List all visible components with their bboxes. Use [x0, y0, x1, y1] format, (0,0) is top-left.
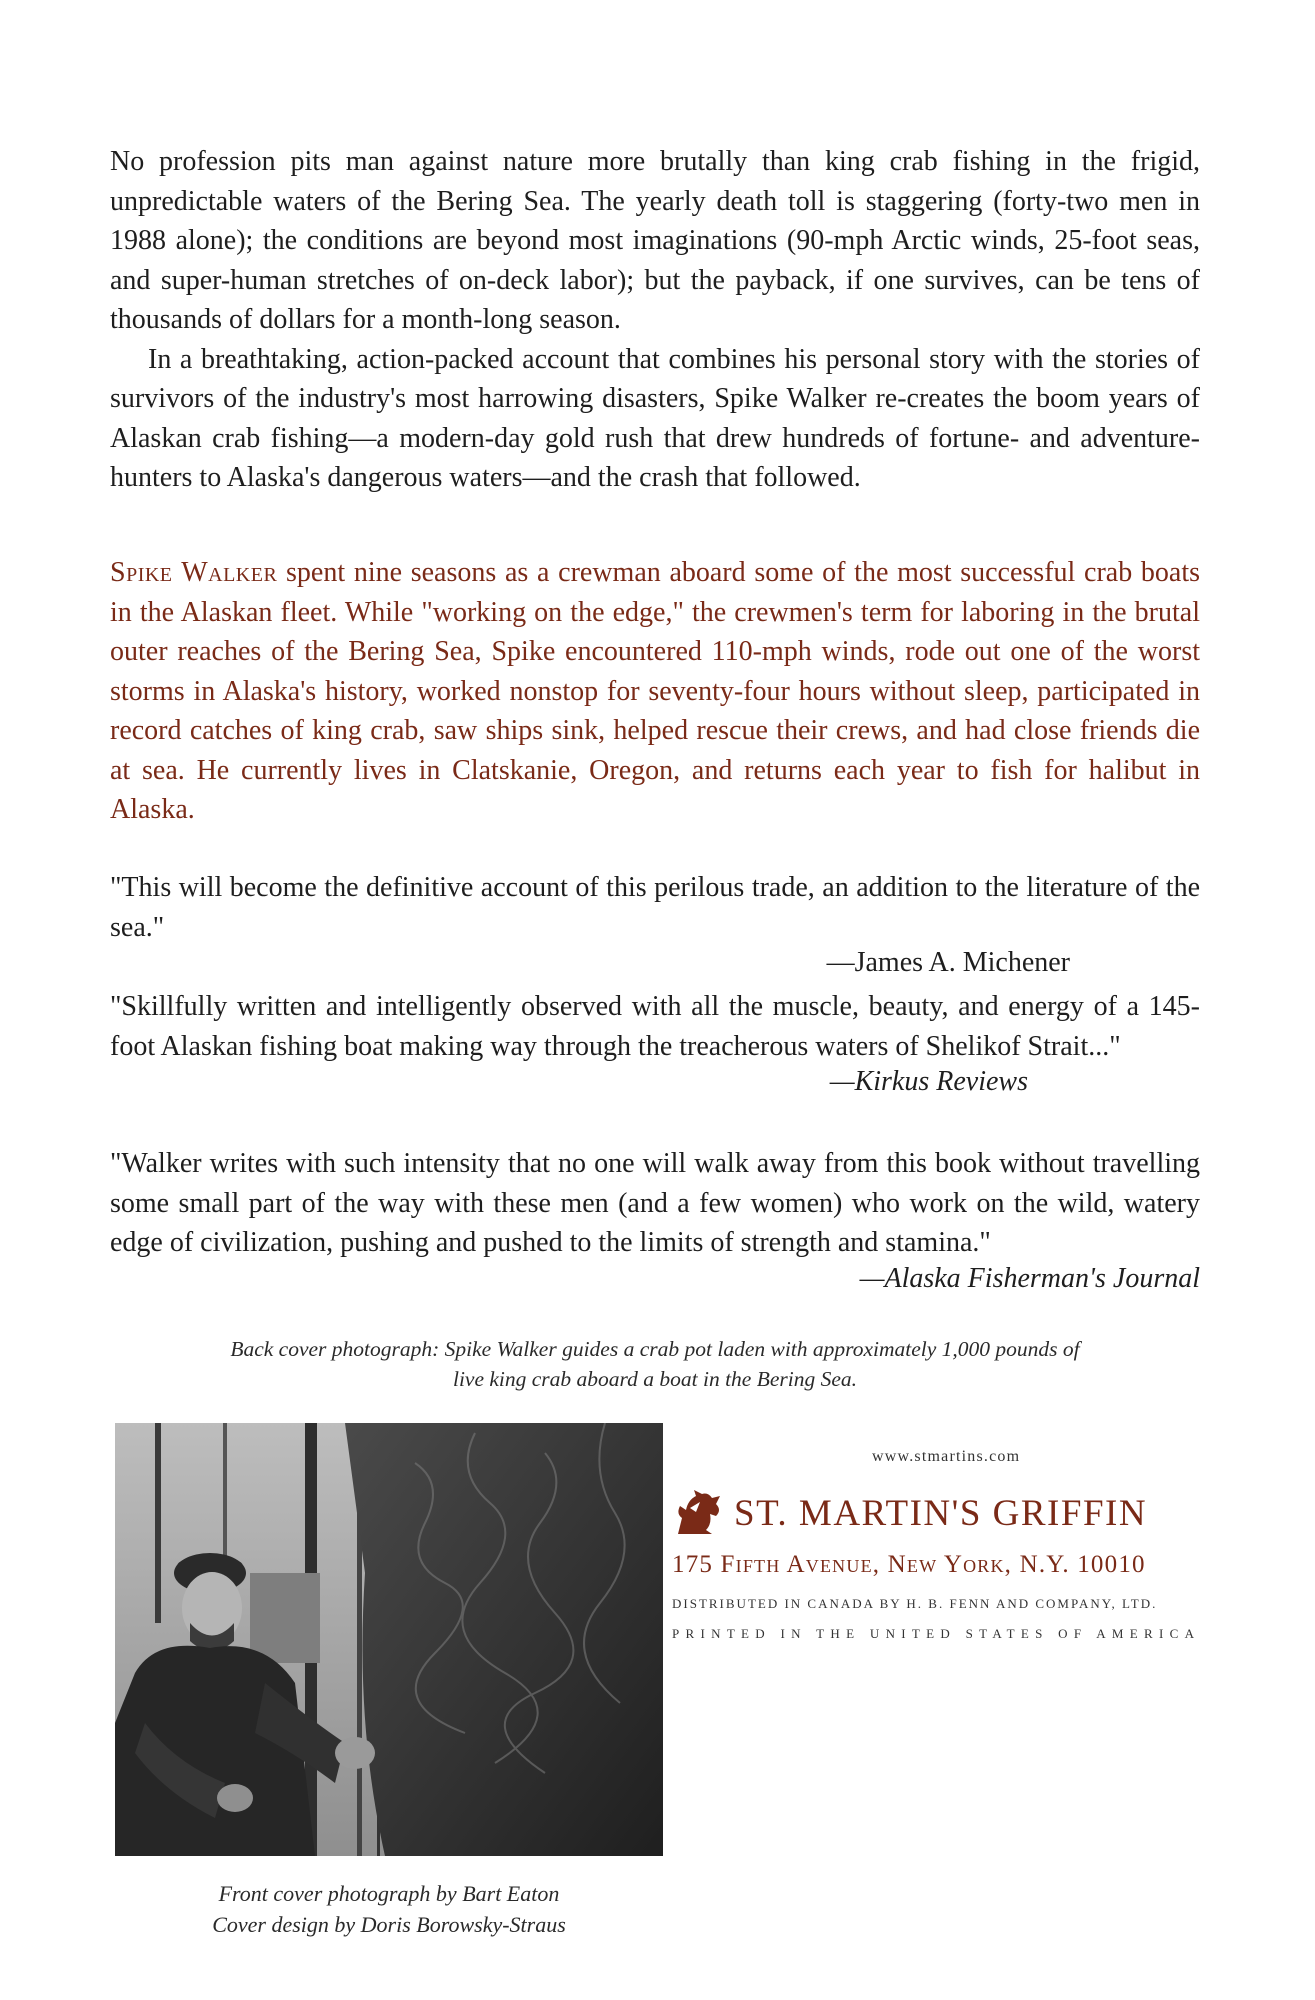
quote-text: "Walker writes with such intensity that no one will walk away from this book without travelling some small part of the way with these men (and a few women) who work on the wild, watery edge of civilization, pushing and pushed to the limits of strength and stamina."	[110, 1148, 1200, 1258]
griffin-icon	[672, 1488, 724, 1536]
publisher-url: www.stmartins.com	[872, 1448, 1021, 1465]
quote-attribution: —Kirkus Reviews	[829, 1066, 1028, 1097]
author-bio	[110, 553, 1200, 830]
review-quote-2	[110, 987, 1200, 1102]
quote-attribution: —James A. Michener	[826, 947, 1070, 978]
blurb-paragraph-1: No profession pits man against nature more brutally than king crab fishing in the frigid, unpredictable waters of the Bering Sea. The yearly death toll is staggering (forty-two men in 1988 alone); the conditions are beyond most imaginations (90-mph Arctic winds, 25-foot seas, and super-human stretches of on-deck labor); but the payback, if one survives, can be tens of thousands of dollars for a month-long season.	[110, 146, 1200, 335]
quote-text: "Skillfully written and intelligently observed with all the muscle, beauty, and energy of a 145-foot Alaskan fishing boat making way through the treacherous waters of Shelikof Strait..."	[110, 991, 1200, 1062]
publisher-address: 175 Fifth Avenue, New York, N.Y. 10010	[672, 1551, 1146, 1578]
quote-text: "This will become the definitive account of this perilous trade, an addition to the literature of the sea."	[110, 872, 1200, 943]
book-blurb	[110, 142, 1200, 498]
quote-attribution: —Alaska Fisherman's Journal	[859, 1262, 1200, 1294]
author-name: Spike Walker	[110, 557, 278, 588]
printed-note: PRINTED IN THE UNITED STATES OF AMERICA	[672, 1626, 1201, 1641]
front-cover-credits: Front cover photograph by Bart Eaton Cover design by Doris Borowsky-Straus	[212, 1881, 566, 1937]
back-cover-photo-caption: Back cover photograph: Spike Walker guides a crab pot laden with approximately 1,000 pounds of live king crab aboard a boat in the Bering Sea.	[230, 1337, 1080, 1391]
review-quote-1	[110, 868, 1200, 983]
author-photo	[115, 1423, 663, 1856]
review-quote-3	[110, 1144, 1200, 1298]
author-bio-text: spent nine seasons as a crewman aboard some of the most successful crab boats in the Alaskan fleet. While "working on the edge," the crewmen's term for laboring in the brutal outer reaches of the Bering Sea, Spike encountered 110-mph winds, rode out one of the worst storms in Alaska's history, worked nonstop for seventy-four hours without sleep, participated in record catches of king crab, saw ships sink, helped rescue their crews, and had close friends die at sea. He currently lives in Clatskanie, Oregon, and returns each year to fish for halibut in Alaska.	[110, 557, 1200, 825]
publisher-name: ST. MARTIN'S GRIFFIN	[734, 1493, 1148, 1534]
publisher-name-row	[672, 1488, 1147, 1536]
blurb-paragraph-2: In a breathtaking, action-packed account that combines his personal story with the stories of survivors of the industry's most harrowing disasters, Spike Walker re-creates the boom years of Alaskan crab fishing—a modern-day gold rush that drew hundreds of fortune- and adventure-hunters to Alaska's dangerous waters—and the crash that followed.	[110, 343, 1200, 493]
distribution-note: DISTRIBUTED IN CANADA BY H. B. FENN AND COMPANY, LTD.	[672, 1596, 1158, 1611]
